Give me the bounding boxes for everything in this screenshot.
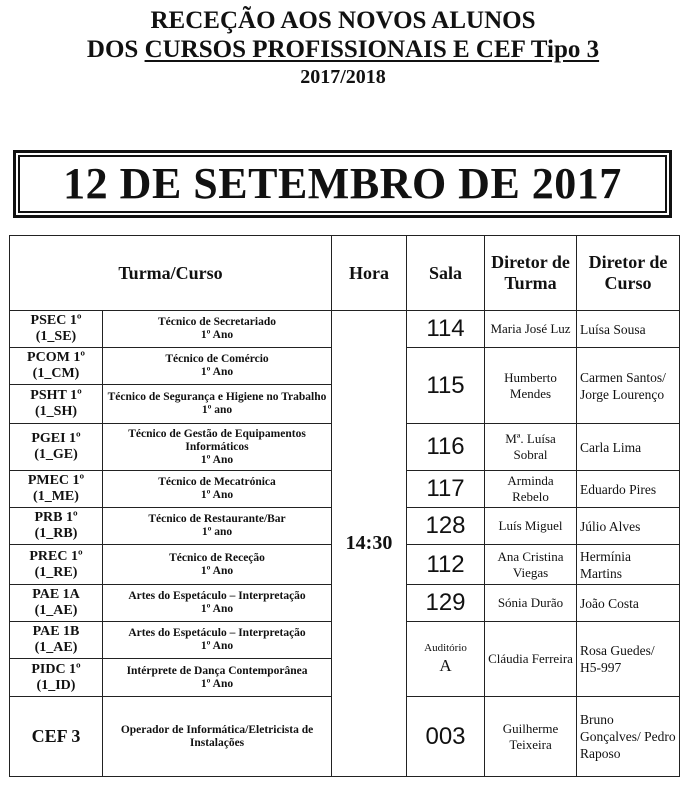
curso-name [103,311,332,348]
curso-title: Técnico de Mecatrónica [158,476,276,488]
sala-cell: 114 [407,311,485,348]
curso-ano: 1º Ano [200,329,234,341]
curso-title: Artes do Espetáculo – Interpretação [128,627,306,639]
curso-ano: 1º ano [201,526,233,538]
sala-cell: 003 [407,697,485,777]
header-hora: Hora [332,236,407,311]
table-header-row [10,236,680,311]
diretor-curso-cell: Júlio Alves [577,508,680,545]
diretor-turma-cell: Humberto Mendes [485,348,577,424]
turma-code: PSHT 1º (1_SH) [10,385,103,424]
table-row [10,311,680,348]
diretor-curso-cell: Carmen Santos/ Jorge Lourenço [577,348,680,424]
diretor-curso-cell: Carla Lima [577,424,680,471]
curso-name [103,508,332,545]
turma-code: PCOM 1º (1_CM) [10,348,103,385]
sala-auditorio-letter: A [439,655,452,675]
sala-cell: 117 [407,471,485,508]
sala-cell: 112 [407,545,485,585]
diretor-curso-cell: Hermínia Martins [577,545,680,585]
curso-title: Técnico de Restaurante/Bar [148,513,286,525]
curso-name: Operador de Informática/Eletricista de Instalações [103,697,332,777]
curso-ano: 1º Ano [200,603,234,615]
sala-cell: 116 [407,424,485,471]
diretor-turma-cell: Ana Cristina Viegas [485,545,577,585]
header-school-year: 2017/2018 [300,66,386,88]
turma-code: PAE 1A (1_AE) [10,585,103,622]
curso-title: Artes do Espetáculo – Interpretação [128,590,306,602]
diretor-curso-cell: Rosa Guedes/ H5-997 [577,622,680,697]
turma-code: CEF 3 [10,697,103,777]
diretor-curso-cell: Bruno Gonçalves/ Pedro Raposo [577,697,680,777]
diretor-turma-cell: Mª. Luísa Sobral [485,424,577,471]
turma-code: PSEC 1º (1_SE) [10,311,103,348]
diretor-curso-cell: Luísa Sousa [577,311,680,348]
sala-cell: 129 [407,585,485,622]
curso-ano: 1º Ano [200,366,234,378]
sala-cell [407,622,485,697]
header-diretor-turma: Diretor de Turma [485,236,577,311]
curso-ano: 1º Ano [200,489,234,501]
turma-code: PRB 1º (1_RB) [10,508,103,545]
diretor-curso-cell: João Costa [577,585,680,622]
header-line2-prefix: DOS [86,36,145,63]
curso-title: Técnico de Comércio [165,353,269,365]
header-title-line2 [0,35,686,64]
turma-code: PAE 1B (1_AE) [10,622,103,659]
date-banner: 12 DE SETEMBRO DE 2017 [13,150,672,218]
curso-ano: 1º Ano [200,677,234,690]
curso-name [103,585,332,622]
header-diretor-curso: Diretor de Curso [577,236,680,311]
diretor-turma-cell: Sónia Durão [485,585,577,622]
sala-cell: 128 [407,508,485,545]
curso-title: Técnico de Secretariado [158,316,276,328]
curso-title: Intérprete de Dança Contemporânea [126,664,308,677]
diretor-turma-cell: Luís Miguel [485,508,577,545]
curso-name: Técnico de Segurança e Higiene no Trabalho 1º ano [103,385,332,424]
curso-ano: 1º Ano [200,564,234,577]
curso-ano: 1º Ano [200,640,234,652]
curso-title: Técnico de Gestão de Equipamentos Informáticos [128,427,306,453]
curso-name [103,348,332,385]
curso-name [103,424,332,471]
diretor-turma-cell: Arminda Rebelo [485,471,577,508]
turma-code: PGEI 1º (1_GE) [10,424,103,471]
curso-name [103,622,332,659]
curso-name [103,659,332,697]
diretor-turma-cell: Cláudia Ferreira [485,622,577,697]
diretor-turma-cell: Maria José Luz [485,311,577,348]
turma-code: PREC 1º (1_RE) [10,545,103,585]
curso-title: Técnico de Receção [169,551,265,564]
schedule-table [9,235,680,777]
hora-cell: 14:30 [332,311,407,777]
header-sala: Sala [407,236,485,311]
diretor-curso-cell: Eduardo Pires [577,471,680,508]
turma-code: PIDC 1º (1_ID) [10,659,103,697]
header-line2-underlined: CURSOS PROFISSIONAIS E CEF Tipo 3 [144,36,600,63]
header-title-line1: RECEÇÃO AOS NOVOS ALUNOS [150,7,536,34]
curso-name [103,545,332,585]
curso-name [103,471,332,508]
header-turma-curso: Turma/Curso [10,236,332,311]
document-header [0,6,686,90]
sala-auditorio-label: Auditório [424,641,467,654]
diretor-turma-cell: Guilherme Teixeira [485,697,577,777]
sala-cell: 115 [407,348,485,424]
curso-ano: 1º Ano [200,453,234,466]
turma-code: PMEC 1º (1_ME) [10,471,103,508]
